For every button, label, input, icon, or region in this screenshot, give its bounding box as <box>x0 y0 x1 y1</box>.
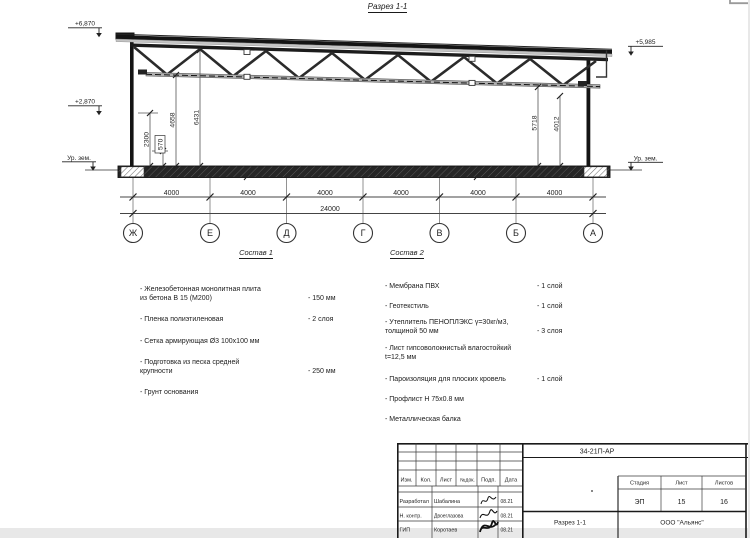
material-item <box>140 358 372 376</box>
material-item <box>385 395 620 404</box>
dim-6431: 6431 <box>193 109 201 126</box>
splice-plate <box>469 80 475 85</box>
span-dim: 4000 <box>470 189 486 197</box>
tb-name: Шабалина <box>434 499 461 505</box>
title-block <box>397 443 750 538</box>
dot-artifact <box>591 490 593 492</box>
material-value: - 250 мм <box>308 368 336 375</box>
stage-label: Стадия <box>629 480 650 487</box>
material-value: - 1 слой <box>537 376 563 383</box>
elevation-ground-left: Ур. зем. <box>67 155 91 162</box>
signature-scribble <box>480 510 497 518</box>
axis-label: Г <box>360 228 366 238</box>
tb-date: 08.21 <box>500 499 514 505</box>
material-value: - 2 слоя <box>308 316 334 323</box>
material-item <box>385 344 620 362</box>
tb-role: Н. контр. <box>399 513 422 520</box>
sheets-label: Листов <box>714 480 734 487</box>
material-name: - Железобетонная монолитная плита из бетона В 15 (М200) <box>140 286 261 302</box>
drawing-title-text: Разрез 1-1 <box>367 2 408 11</box>
material-value: - 3 слоя <box>537 328 563 335</box>
material-name: - Пароизоляция для плоских кровель <box>385 376 506 383</box>
sheet-label: Лист <box>675 480 688 487</box>
dim-2300: 2300 <box>143 131 151 148</box>
dim-4012: 4012 <box>553 116 561 132</box>
tb-date: 08.21 <box>500 513 514 520</box>
composition-2-title: Состав 2 <box>390 248 424 257</box>
tb-col-kol: Кол. <box>420 477 432 484</box>
truss-support-right <box>578 81 587 86</box>
span-dim: 4000 <box>317 189 333 197</box>
tb-role: ГИП <box>399 527 411 534</box>
signature-scribble <box>480 521 498 532</box>
signature-scribbles <box>480 497 498 532</box>
axis-label: А <box>589 228 597 238</box>
axis-label: Ж <box>128 228 138 238</box>
splice-plate <box>469 56 475 61</box>
roof-assembly <box>116 33 613 78</box>
tb-name: Коротаев <box>434 527 458 534</box>
material-name: - Сетка армирующая Ø3 100х100 мм <box>140 338 260 345</box>
material-name: - Подготовка из песка средней крупности <box>140 359 240 375</box>
signature-scribble <box>481 497 496 504</box>
axis-label: Е <box>206 228 214 238</box>
foundation-pad-left <box>121 167 144 177</box>
sheet-value: 15 <box>677 499 686 506</box>
column-right <box>587 58 591 166</box>
material-name: - Лист гипсоволокнистый влагостойкий t=12,5 мм <box>385 345 512 361</box>
truss-support-left <box>138 70 147 75</box>
tb-company: ООО "Альянс" <box>660 519 704 527</box>
material-item <box>385 375 620 384</box>
span-dim: 4000 <box>393 189 409 197</box>
material-item <box>140 337 372 346</box>
tb-col-list: Лист <box>439 477 453 484</box>
splice-plate <box>244 50 250 55</box>
column-left <box>130 33 134 166</box>
material-item <box>385 318 620 336</box>
sheets-value: 16 <box>720 499 728 506</box>
material-item <box>140 285 372 303</box>
stage-value: ЭП <box>634 499 645 506</box>
elevation-left-mid: +2,870 <box>74 98 96 106</box>
material-item <box>385 302 620 311</box>
composition-1 <box>140 248 372 409</box>
section-drawing <box>0 0 748 250</box>
material-name: - Пленка полиэтиленовая <box>140 316 224 323</box>
span-dim: 4000 <box>240 189 256 197</box>
total-dim: 24000 <box>320 206 340 213</box>
material-item <box>385 282 620 291</box>
axis-label: В <box>436 228 443 238</box>
material-item <box>140 315 372 324</box>
span-dim: 4000 <box>163 189 180 197</box>
axis-label: Б <box>513 228 519 238</box>
material-item <box>140 388 372 397</box>
composition-2 <box>385 248 620 435</box>
dimension-chain <box>120 178 606 223</box>
dim-570: 570 <box>157 138 165 150</box>
material-name: - Геотекстиль <box>385 303 429 310</box>
material-value: - 1 слой <box>537 283 563 290</box>
axis-label: Д <box>283 228 290 238</box>
material-name: - Профлист Н 75х0.8 мм <box>385 396 464 403</box>
material-item <box>385 415 620 424</box>
material-value: - 1 слой <box>537 303 563 310</box>
material-name: - Грунт основания <box>140 389 199 396</box>
material-name: - Мембрана ПВХ <box>385 283 440 290</box>
frame-corner-artifact <box>730 0 748 3</box>
tb-drawing-name: Разрез 1-1 <box>554 519 586 527</box>
dim-5718: 5718 <box>531 115 539 131</box>
doc-number: 34-21П-АР <box>579 448 615 456</box>
material-value: - 150 мм <box>308 295 336 302</box>
material-name: - Утеплитель ПЕНОПЛЭКС γ=30кг/м3, толщиной 50 мм <box>385 319 509 335</box>
tb-col-data: Дата <box>504 477 518 484</box>
span-dim: 4000 <box>546 189 563 197</box>
tb-col-ndok: №док. <box>460 477 475 484</box>
tb-role: Разработал <box>399 499 429 505</box>
dimensions-left <box>138 47 203 169</box>
tb-col-izm: Изм. <box>400 477 413 484</box>
material-name: - Металлическая балка <box>385 416 461 423</box>
elevation-left-top: +6,870 <box>74 20 96 28</box>
splice-plate <box>244 74 250 79</box>
tb-col-podp: Подп. <box>481 477 496 484</box>
elevation-right-top: +5,985 <box>635 39 656 46</box>
tb-date: 08.21 <box>500 527 514 534</box>
composition-1-title: Состав 1 <box>239 248 273 257</box>
elevation-ground-right: Ур. зем. <box>633 155 658 163</box>
dim-4658: 4658 <box>169 112 177 128</box>
tb-name: Двоеглазова <box>434 513 464 520</box>
foundation-pad-right <box>584 167 607 177</box>
